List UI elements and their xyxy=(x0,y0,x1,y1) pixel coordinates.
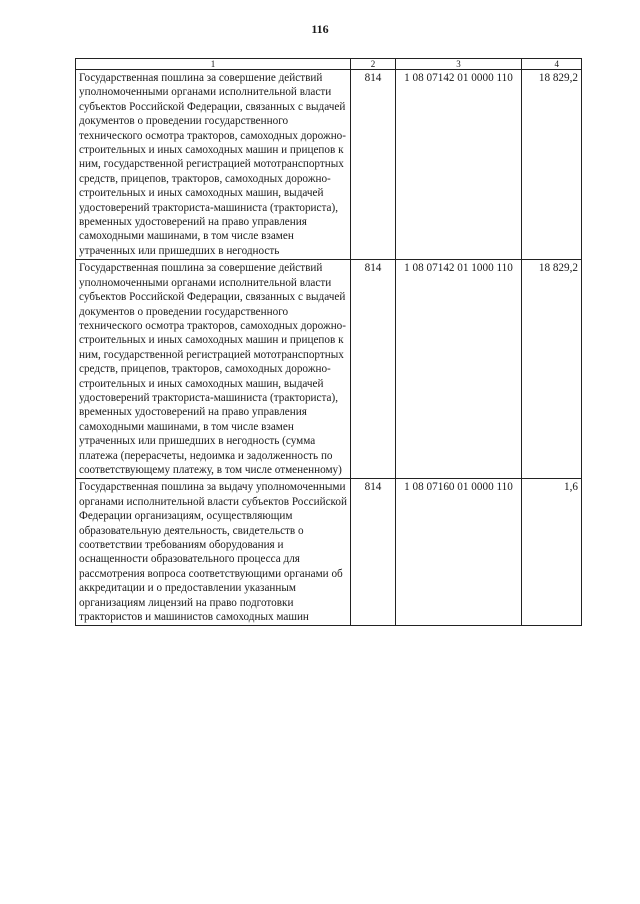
row-kbk-code: 1 08 07142 01 0000 110 xyxy=(396,70,522,260)
row-admin-code: 814 xyxy=(351,70,396,260)
row-name: Государственная пошлина за совершение действий уполномоченными органами исполнительной власти субъектов Российской Федерации, связанных с выдачей документов о проведении государственного технического осмотра тракторов, самоходных дорожно-строительных и иных самоходных машин и прицепов к ним, государственной регистрацией мототранспортных средств, прицепов, тракторов, самоходных дорожно-строительных и иных самоходных машин, выдачей удостоверений тракториста-машиниста (тракториста), временных удостоверений на право управления самоходными машинами, в том числе взамен утраченных или пришедших в негодность (сумма платежа (перерасчеты, недоимка и задолженность по соответствующему платежу, в том числе отмененному) xyxy=(76,260,351,479)
table-row xyxy=(76,70,582,260)
table-header-row xyxy=(76,59,582,70)
row-amount: 18 829,2 xyxy=(522,70,582,260)
header-col-3: 3 xyxy=(396,59,522,70)
table-row xyxy=(76,260,582,479)
header-col-1: 1 xyxy=(76,59,351,70)
budget-revenue-table xyxy=(75,58,582,626)
row-admin-code: 814 xyxy=(351,479,396,626)
row-amount: 18 829,2 xyxy=(522,260,582,479)
page-number: 116 xyxy=(311,22,329,36)
row-name: Государственная пошлина за совершение действий уполномоченными органами исполнительной власти субъектов Российской Федерации, связанных с выдачей документов о проведении государственного технического осмотра тракторов, самоходных дорожно-строительных и иных самоходных машин и прицепов к ним, государственной регистрацией мототранспортных средств, прицепов, тракторов, самоходных дорожно-строительных и иных самоходных машин, выдачей удостоверений тракториста-машиниста (тракториста), временных удостоверений на право управления самоходными машинами, в том числе взамен утраченных или пришедших в негодность xyxy=(76,70,351,260)
row-amount: 1,6 xyxy=(522,479,582,626)
header-col-4: 4 xyxy=(522,59,582,70)
row-kbk-code: 1 08 07160 01 0000 110 xyxy=(396,479,522,626)
row-name: Государственная пошлина за выдачу уполномоченными органами исполнительной власти субъектов Российской Федерации организациям, осуществляющим образовательную деятельность, свидетельств о соответствии требованиям оборудования и оснащенности образовательного процесса для рассмотрения вопроса соответствующими органами об аккредитации и о предоставлении указанным организациям лицензий на право подготовки трактористов и машинистов самоходных машин xyxy=(76,479,351,626)
header-col-2: 2 xyxy=(351,59,396,70)
table-row xyxy=(76,479,582,626)
row-admin-code: 814 xyxy=(351,260,396,479)
row-kbk-code: 1 08 07142 01 1000 110 xyxy=(396,260,522,479)
